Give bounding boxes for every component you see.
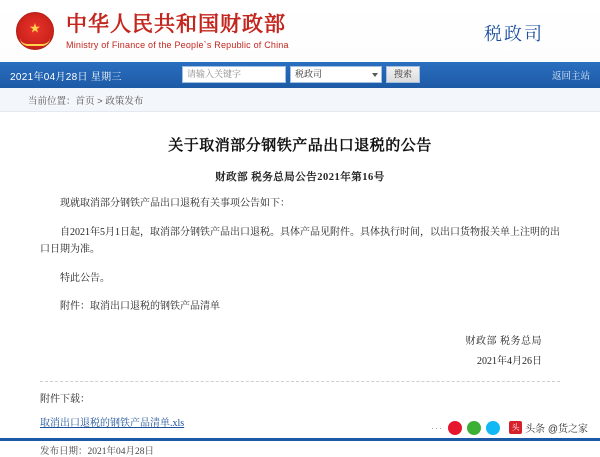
search-category-select[interactable]	[290, 66, 382, 83]
weibo-icon[interactable]	[448, 421, 462, 435]
page-title: 关于取消部分钢铁产品出口退税的公告	[168, 138, 432, 154]
national-emblem-icon: ★	[14, 10, 56, 52]
nav-bar	[0, 62, 600, 88]
document-signature: 财政部 税务总局	[465, 335, 542, 347]
document-paragraph: 附件：取消出口退税的钢铁产品清单	[60, 301, 220, 312]
publish-date: 发布日期：2021年04月28日	[40, 446, 155, 457]
share-dots: ···	[431, 422, 444, 433]
site-header	[0, 0, 600, 62]
site-title-block	[66, 12, 289, 49]
document-body	[0, 112, 600, 457]
document-sign-date: 2021年4月26日	[477, 355, 542, 367]
watermark	[509, 420, 588, 435]
divider	[40, 381, 560, 382]
chevron-down-icon	[372, 73, 378, 77]
breadcrumb[interactable]: 当前位置：首页 > 政策发布	[28, 95, 144, 107]
attachment-heading: 附件下载：	[40, 393, 90, 405]
site-title-cn: 中华人民共和国财政部	[66, 12, 286, 37]
attachment-link[interactable]: 取消出口退税的钢铁产品清单.xls	[40, 417, 185, 429]
search-button[interactable]: 搜索	[386, 66, 420, 83]
share-row	[431, 420, 588, 435]
qq-icon[interactable]	[486, 421, 500, 435]
toutiao-icon: 头	[509, 421, 522, 434]
site-title-en: Ministry of Finance of the People`s Republic of China	[66, 39, 289, 50]
document-number: 财政部 税务总局公告2021年第16号	[215, 172, 385, 183]
search-area	[182, 66, 420, 83]
search-input[interactable]: 请输入关键字	[182, 66, 286, 83]
document-paragraph: 自2021年5月1日起，取消部分钢铁产品出口退税。具体产品见附件。具体执行时间，以出口货物报关单上注明的出口日期为准。	[40, 226, 560, 255]
watermark-text: 头条 @货之家	[525, 424, 588, 435]
document-paragraph: 特此公告。	[60, 272, 110, 284]
document-paragraph: 现就取消部分钢铁产品出口退税有关事项公告如下：	[60, 198, 290, 209]
search-category-value: 税政司	[295, 69, 323, 79]
breadcrumb-bar	[0, 88, 600, 112]
department-name: 税政司	[484, 24, 544, 44]
wechat-icon[interactable]	[467, 421, 481, 435]
return-home-link[interactable]: 返回主站	[551, 71, 590, 82]
nav-date: 2021年04月28日 星期三	[10, 71, 122, 83]
